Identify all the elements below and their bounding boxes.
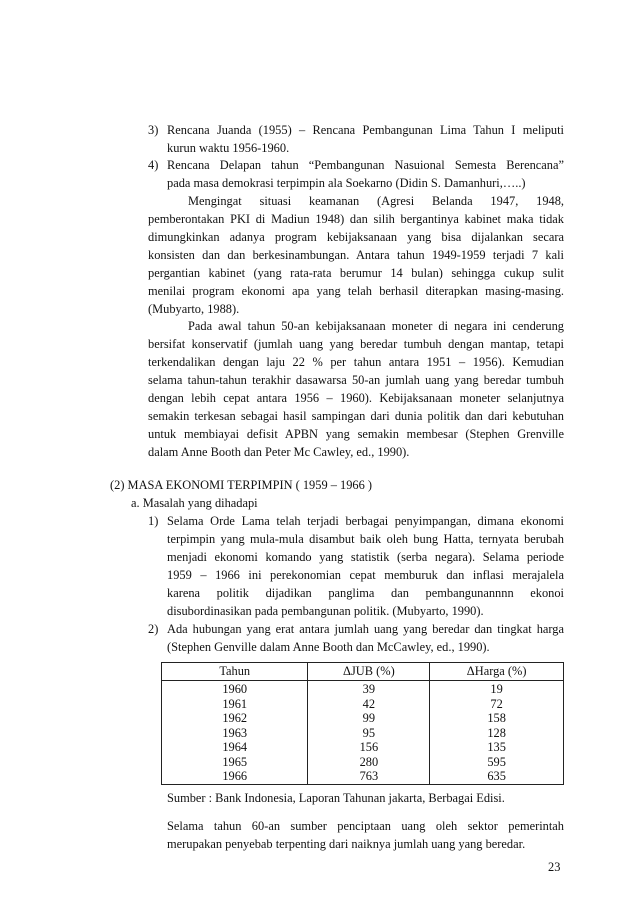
list-item-text: disubordinasikan pada pembangunan politik. (Mubyarto, 1990). — [167, 604, 484, 618]
paragraph-line: untuk membiayai defisit APBN yang semakin membesar (Stephen Grenville — [148, 427, 564, 441]
paragraph-line: menilai program ekonomi apa yang telah berhasil diterapkan masing-masing. — [148, 284, 564, 298]
table-cell: 135 — [430, 740, 564, 755]
paragraph-line: dimungkinkan adanya program kebijaksanaan yang bisa dijalankan secara — [148, 230, 564, 244]
table-row — [162, 769, 564, 784]
paragraph-line: pergantian kabinet (yang rata-rata berumur 14 bulan) sehingga cukup sulit — [148, 266, 564, 280]
list-item-text: terpimpin yang mula-mula disambut baik oleh bung Hatta, ternyata berubah — [167, 532, 564, 546]
table-cell: 1962 — [162, 711, 308, 726]
section-heading: (2) MASA EKONOMI TERPIMPIN ( 1959 – 1966 ) — [110, 478, 373, 492]
table-cell: 99 — [308, 711, 430, 726]
table-cell: 1965 — [162, 755, 308, 770]
table-cell: 1963 — [162, 726, 308, 741]
list-number: 4) — [148, 158, 159, 172]
closing-line: Selama tahun 60-an sumber penciptaan uang oleh sektor pemerintah — [167, 819, 564, 833]
subheading: a. Masalah yang dihadapi — [131, 496, 258, 510]
list-item-text: (Stephen Genville dalam Anne Booth dan McCawley, ed., 1990). — [167, 640, 490, 654]
list-item-text: menjadi ekonomi komando yang statistik (serba negara). Selama periode — [167, 550, 564, 564]
table-cell: 1960 — [162, 681, 308, 697]
paragraph-line: (Mubyarto, 1988). — [148, 302, 240, 316]
list-item-text: Ada hubungan yang erat antara jumlah uang yang beredar dan tingkat harga — [167, 622, 564, 636]
table-cell: 72 — [430, 697, 564, 712]
paragraph-line: terkendalikan dengan laju 22 % per tahun antara 1951 – 1956). Kemudian — [148, 355, 564, 369]
paragraph-line: semakin terkesan sebagai hasil sampingan dari dunia politik dan dari kebutuhan — [148, 409, 564, 423]
table-cell: 158 — [430, 711, 564, 726]
paragraph-line: dengan lebih cepat antara 1956 – 1960). Kebijaksanaan moneter selanjutnya — [148, 391, 564, 405]
list-item-text: kurun waktu 1956-1960. — [167, 141, 290, 155]
column-header-jub: ΔJUB (%) — [308, 663, 430, 681]
table-cell: 1966 — [162, 769, 308, 784]
table-cell: 95 — [308, 726, 430, 741]
table-row — [162, 755, 564, 770]
table-cell: 280 — [308, 755, 430, 770]
table-row — [162, 740, 564, 755]
table-cell: 128 — [430, 726, 564, 741]
paragraph-line: Pada awal tahun 50-an kebijaksanaan moneter di negara ini cenderung — [188, 319, 564, 333]
column-header-harga: ΔHarga (%) — [430, 663, 564, 681]
list-number: 2) — [148, 622, 159, 636]
closing-line: merupakan penyebab terpenting dari naiknya jumlah uang yang beredar. — [167, 837, 526, 851]
table-cell: 635 — [430, 769, 564, 784]
list-item-text: karena politik dijadikan panglima dan pembangunannnn ekonoi — [167, 586, 564, 600]
list-number: 1) — [148, 514, 159, 528]
table-cell: 1961 — [162, 697, 308, 712]
paragraph-line: pemberontakan PKI di Madiun 1948) dan silih bergantinya kabinet maka tidak — [148, 212, 564, 226]
paragraph-line: bersifat konservatif (jumlah uang yang beredar tumbuh dengan mantap, tetapi — [148, 337, 564, 351]
table-source: Sumber : Bank Indonesia, Laporan Tahunan jakarta, Berbagai Edisi. — [167, 791, 505, 805]
table-row — [162, 681, 564, 697]
page-number: 23 — [548, 860, 561, 874]
table-row — [162, 711, 564, 726]
list-item-text: Selama Orde Lama telah terjadi berbagai penyimpangan, dimana ekonomi — [167, 514, 564, 528]
column-header-tahun: Tahun — [162, 663, 308, 681]
table-cell: 763 — [308, 769, 430, 784]
list-number: 3) — [148, 123, 159, 137]
list-item-text: Rencana Delapan tahun “Pembangunan Nasuional Semesta Berencana” — [167, 158, 564, 172]
paragraph-line: selama tahun-tahun terakhir dasawarsa 50-an jumlah uang yang beredar tumbuh — [148, 373, 564, 387]
table-cell: 1964 — [162, 740, 308, 755]
table-row — [162, 726, 564, 741]
table-cell: 19 — [430, 681, 564, 697]
data-table — [161, 662, 564, 785]
list-item-text: Rencana Juanda (1955) – Rencana Pembangunan Lima Tahun I meliputi — [167, 123, 564, 137]
table-row — [162, 697, 564, 712]
table-body — [162, 681, 564, 785]
table-header-row — [162, 663, 564, 681]
paragraph-line: dalam Anne Booth dan Peter Mc Cawley, ed., 1990). — [148, 445, 410, 459]
list-item-text: 1959 – 1966 ini perekonomian cepat memburuk dan inflasi merajalela — [167, 568, 564, 582]
paragraph-line: Mengingat situasi keamanan (Agresi Belanda 1947, 1948, — [188, 194, 564, 208]
paragraph-line: konsisten dan dan berkesinambungan. Antara tahun 1949-1959 terjadi 7 kali — [148, 248, 564, 262]
list-item-text: pada masa demokrasi terpimpin ala Soekarno (Didin S. Damanhuri,…..) — [167, 176, 526, 190]
table-cell: 595 — [430, 755, 564, 770]
table-cell: 156 — [308, 740, 430, 755]
table-cell: 39 — [308, 681, 430, 697]
table-cell: 42 — [308, 697, 430, 712]
